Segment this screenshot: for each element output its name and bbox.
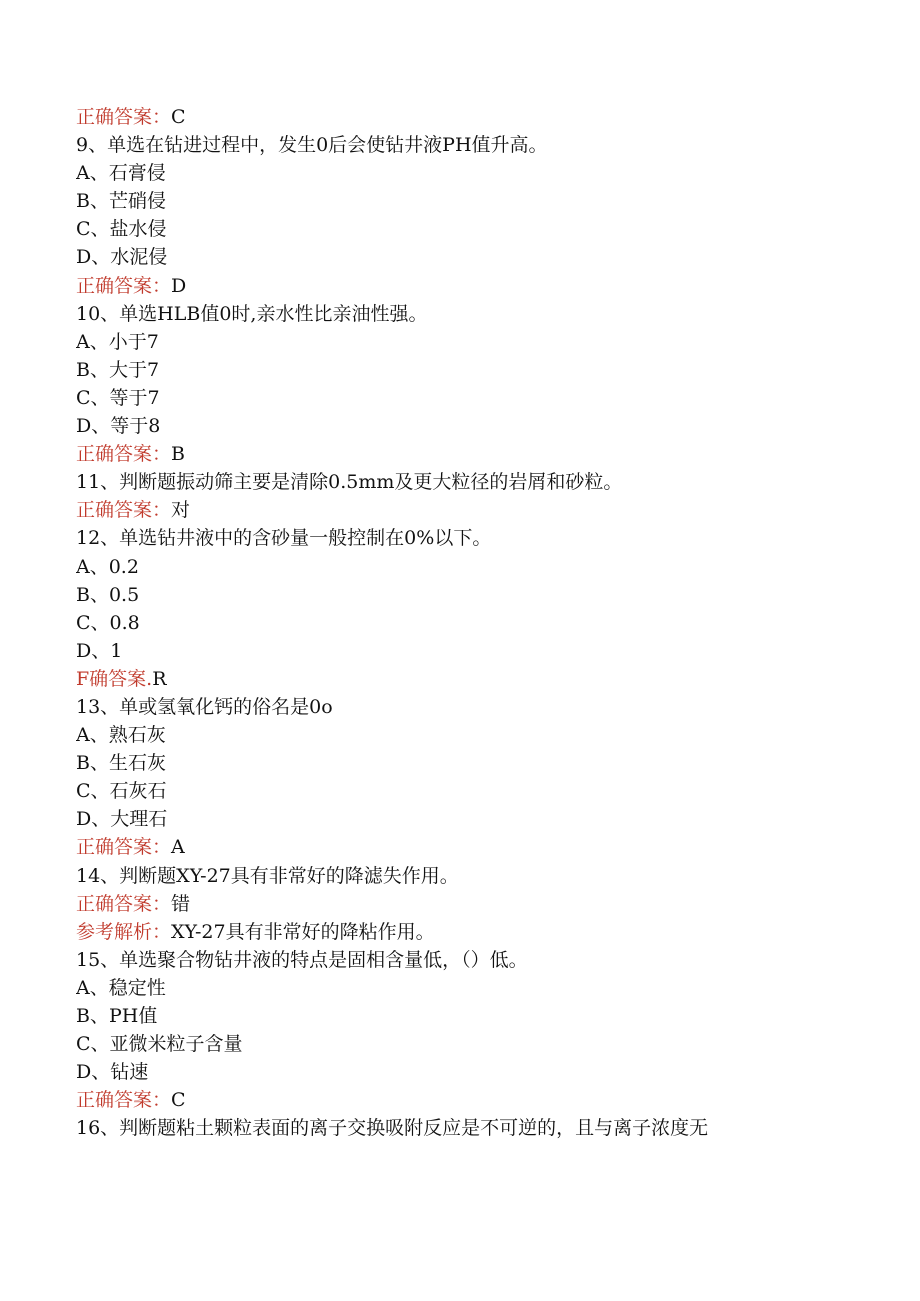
text-line: D、等于8 xyxy=(76,415,161,438)
answer-label: 正确答案： xyxy=(76,106,172,128)
text-line: 16、判断题粘土颗粒表面的离子交换吸附反应是不可逆的，且与离子浓度无 xyxy=(76,1117,709,1140)
answer-line xyxy=(76,496,876,524)
text-line: A、小于7 xyxy=(76,330,159,353)
answer-line xyxy=(76,440,876,468)
answer-label: 正确答案： xyxy=(76,274,172,297)
text-line: B、0.5 xyxy=(76,583,140,606)
answer-value: C xyxy=(171,106,186,128)
answer-value: 错 xyxy=(171,892,191,915)
text-line: 15、单选聚合物钻井液的特点是固相含量低，（）低。 xyxy=(76,948,528,971)
answer-label: 正确答案： xyxy=(76,836,172,859)
text-line: D、大理石 xyxy=(76,808,168,831)
answer-line xyxy=(76,1086,876,1114)
text-line: D、水泥侵 xyxy=(76,246,168,269)
answer-label: F确答案. xyxy=(76,667,153,690)
answer-line xyxy=(76,918,876,946)
answer-line xyxy=(76,665,876,693)
question-list xyxy=(76,103,876,1142)
text-line: 13、单或氢氧化钙的俗名是0o xyxy=(76,695,333,718)
answer-value: R xyxy=(152,667,167,690)
answer-line xyxy=(76,833,876,861)
text-line: 9、单选在钻进过程中，发生0后会使钻井液PH值升高。 xyxy=(76,134,548,157)
answer-value: XY-27具有非常好的降粘作用。 xyxy=(171,920,435,943)
answer-value: B xyxy=(171,443,185,466)
text-line: 14、判断题XY-27具有非常好的降滤失作用。 xyxy=(76,864,459,887)
answer-value: A xyxy=(171,836,185,859)
answer-label: 正确答案： xyxy=(76,443,172,466)
text-line: A、稳定性 xyxy=(76,976,166,999)
answer-value: D xyxy=(171,274,187,297)
text-line: C、亚微米粒子含量 xyxy=(76,1033,243,1056)
text-line: B、芒硝侵 xyxy=(76,190,166,213)
text-line: 11、判断题振动筛主要是清除0.5mm及更大粒径的岩屑和砂粒。 xyxy=(76,471,623,494)
text-line: C、盐水侵 xyxy=(76,218,167,241)
answer-label: 正确答案： xyxy=(76,499,172,522)
text-line: B、大于7 xyxy=(76,358,160,381)
answer-label: 参考解析： xyxy=(76,920,172,943)
text-line: A、石膏侵 xyxy=(76,162,166,185)
answer-line xyxy=(76,103,876,131)
text-line: B、PH值 xyxy=(76,1005,158,1027)
answer-value: 对 xyxy=(171,499,191,522)
text-line: 12、单选钻井液中的含砂量一般控制在0%以下。 xyxy=(76,527,492,550)
answer-label: 正确答案： xyxy=(76,1089,172,1112)
answer-value: C xyxy=(171,1089,186,1112)
text-line: A、0.2 xyxy=(76,555,139,578)
answer-line xyxy=(76,890,876,918)
text-line: 10、单选HLB值0时,亲水性比亲油性强。 xyxy=(76,302,428,325)
text-line: C、等于7 xyxy=(76,386,160,409)
text-line: D、钻速 xyxy=(76,1061,149,1084)
answer-label: 正确答案： xyxy=(76,892,172,915)
text-line: A、熟石灰 xyxy=(76,724,166,747)
answer-line xyxy=(76,272,876,300)
text-line: C、石灰石 xyxy=(76,780,167,803)
text-line: C、0.8 xyxy=(76,611,140,634)
text-line: B、生石灰 xyxy=(76,752,166,775)
text-line: D、1 xyxy=(76,639,123,662)
